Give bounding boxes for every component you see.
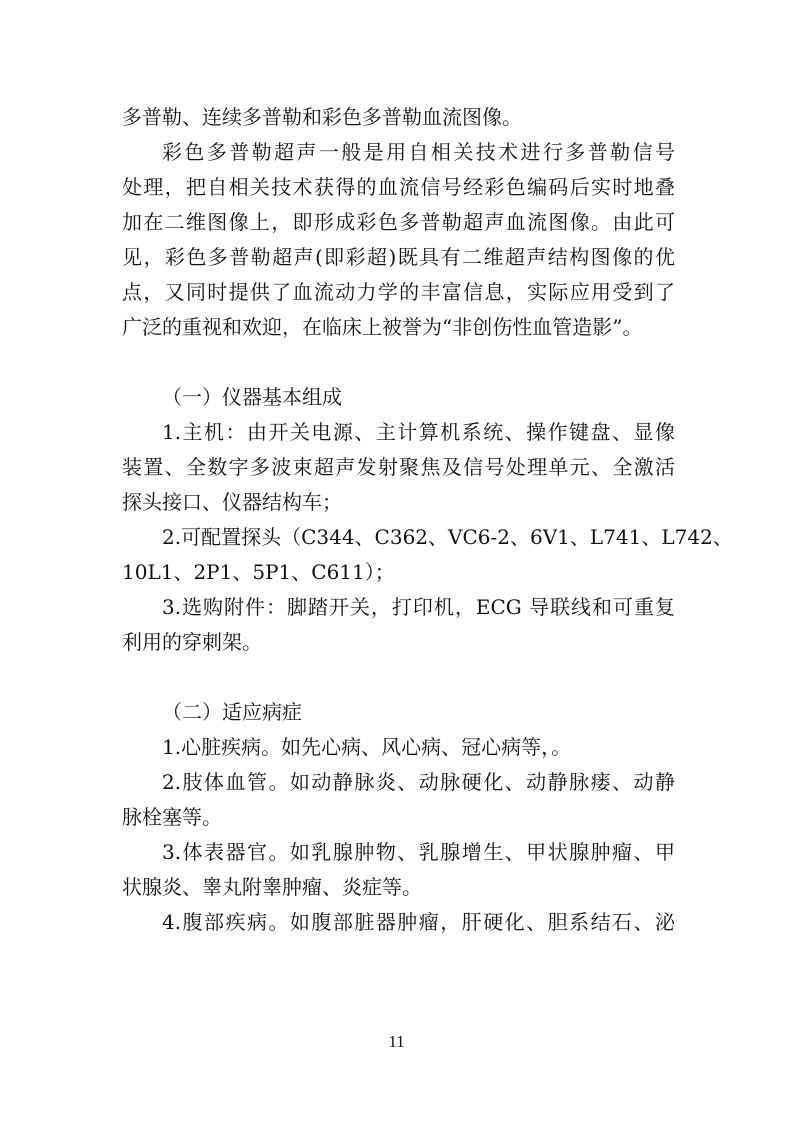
text-line: 3.选购附件：脚踏开关，打印机，ECG 导联线和可重复 — [162, 595, 675, 619]
text-line: 彩色多普勒超声一般是用自相关技术进行多普勒信号 — [162, 140, 675, 164]
text-line: 利用的穿刺架。 — [122, 630, 262, 654]
list-item-abdominal-disease — [122, 905, 675, 940]
text-line: 状腺炎、睾丸附睾肿瘤、炎症等。 — [122, 875, 422, 899]
paragraph-spacer — [122, 345, 675, 380]
text-line: 探头接口、仪器结构车； — [122, 490, 342, 514]
section-indications — [122, 695, 675, 940]
page-number: 11 — [388, 1032, 405, 1051]
text-line: 脉栓塞等。 — [122, 805, 222, 829]
text-line: 1.主机：由开关电源、主计算机系统、操作键盘、显像 — [162, 420, 675, 444]
text-line: 2.肢体血管。如动静脉炎、动脉硬化、动静脉瘘、动静 — [162, 770, 675, 794]
paragraph-spacer — [122, 660, 675, 695]
list-item-superficial-organs — [122, 835, 675, 905]
list-item-probes — [122, 520, 733, 590]
text-line: 多普勒、连续多普勒和彩色多普勒血流图像。 — [122, 105, 522, 129]
list-item-accessories — [122, 590, 675, 660]
section-instrument-composition — [122, 380, 733, 660]
text-line: 广泛的重视和欢迎，在临床上被誉为“非创伤性血管造影”。 — [122, 315, 643, 339]
text-line: 点，又同时提供了血流动力学的丰富信息，实际应用受到了 — [122, 280, 675, 304]
section-heading: （二）适应病症 — [162, 700, 302, 724]
list-item-limb-vessels — [122, 765, 675, 835]
text-line: 2.可配置探头（C344、C362、VC6-2、6V1、L741、L742、 — [162, 525, 733, 549]
text-line: 见，彩色多普勒超声(即彩超)既具有二维超声结构图像的优 — [122, 245, 675, 269]
text-line: 处理，把自相关技术获得的血流信号经彩色编码后实时地叠 — [122, 175, 675, 199]
list-item-heart-disease — [122, 730, 675, 765]
text-line: 3.体表器官。如乳腺肿物、乳腺增生、甲状腺肿瘤、甲 — [162, 840, 675, 864]
text-line: 4.腹部疾病。如腹部脏器肿瘤，肝硬化、胆系结石、泌 — [162, 910, 675, 934]
text-line: 10L1、2P1、5P1、C611）； — [122, 560, 395, 584]
paragraph-doppler-types — [122, 100, 675, 135]
page-body — [122, 100, 733, 940]
paragraph-color-doppler — [122, 135, 675, 345]
section-heading: （一）仪器基本组成 — [162, 385, 342, 409]
text-line: 装置、全数字多波束超声发射聚焦及信号处理单元、全激活 — [122, 455, 675, 479]
text-line: 加在二维图像上，即形成彩色多普勒超声血流图像。由此可 — [122, 210, 675, 234]
text-line: 1.心脏疾病。如先心病、风心病、冠心病等，。 — [162, 735, 572, 759]
list-item-main-unit — [122, 415, 675, 520]
